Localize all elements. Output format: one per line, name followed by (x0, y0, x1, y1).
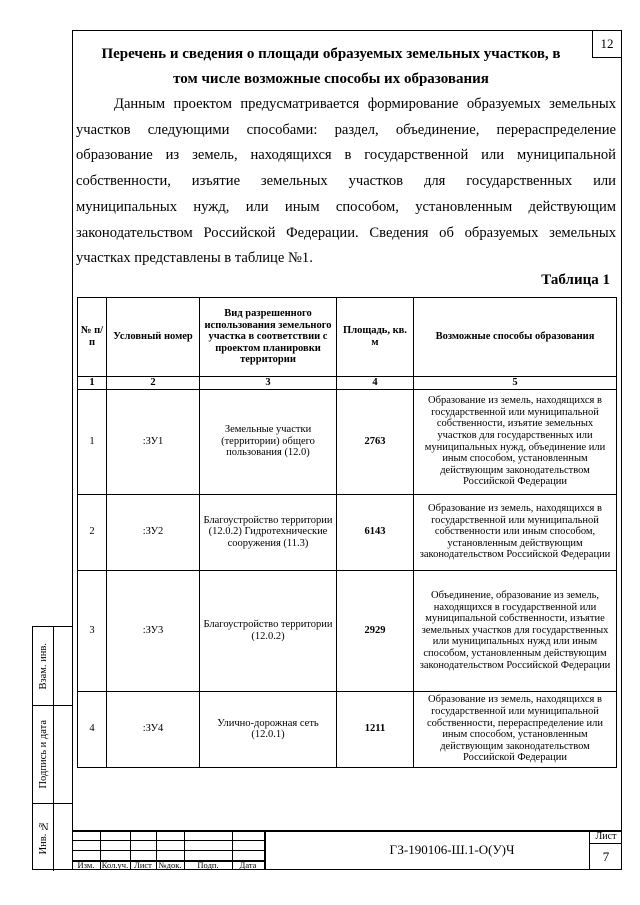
stamp-label-list: Лист (134, 860, 152, 870)
row-id: :ЗУ2 (107, 494, 200, 570)
col-number: 2 (107, 377, 200, 390)
column-numbers-row (78, 377, 617, 390)
title-line-1: Перечень и сведения о площади образуемых земельных участков, в (101, 46, 561, 62)
left-margin-stamp (32, 626, 72, 870)
row-usage: Улично-дорожная сеть (12.0.1) (200, 691, 337, 767)
row-num: 4 (78, 691, 107, 767)
stamp-label-izm: Изм. (77, 860, 95, 870)
parcels-table (77, 297, 617, 768)
page-top-number: 12 (592, 31, 621, 58)
table-row (78, 570, 617, 691)
stamp-label-podp: Подп. (197, 860, 219, 870)
row-id: :ЗУ3 (107, 570, 200, 691)
col-number: 4 (337, 377, 414, 390)
table-row (78, 494, 617, 570)
stamp-label-koluch: Кол.уч. (101, 860, 129, 870)
col-number: 5 (414, 377, 617, 390)
header-usage: Вид разрешенного использования земельного участка в соответствии с проектом планировки территории (200, 298, 337, 377)
row-area: 2929 (337, 570, 414, 691)
col-number: 1 (78, 377, 107, 390)
row-area: 6143 (337, 494, 414, 570)
table-caption: Таблица 1 (541, 272, 610, 288)
sheet-number: 7 (589, 844, 622, 870)
inventory-number-label: Инв. № (33, 803, 54, 871)
row-area: 1211 (337, 691, 414, 767)
signature-date-label: Подпись и дата (33, 705, 54, 803)
header-methods: Возможные способы образования (414, 298, 617, 377)
header-area: Площадь, кв. м (337, 298, 414, 377)
revision-grid (72, 830, 264, 870)
table-row (78, 389, 617, 494)
row-num: 1 (78, 389, 107, 494)
document-code: ГЗ-190106-Ш.1-О(У)Ч (389, 842, 515, 857)
stamp-label-ndok: №док. (158, 860, 182, 870)
row-methods: Объединение, образование из земель, находящихся в государственной или муниципальной собственности, изъятие земельных участков для государственных или муниципальных нужд или иным способом, установленным действующим законодательством Российской Федерации (414, 570, 617, 691)
intro-text: Данным проектом предусматривается формирование образуемых земельных участков следующими способами: раздел, объединение, перераспределение образование из земель, находящихся в государственной или муниципальной собственности, изъятие земельных участков для государственных или муниципальных нужд, или иным способом, установленным действующим законодательством Российской Федерации. Сведения об образуемых земельных участках представлены в таблице №1. (76, 96, 616, 267)
row-num: 3 (78, 570, 107, 691)
title-line-2: том числе возможные способы их образования (173, 71, 489, 87)
row-id: :ЗУ4 (107, 691, 200, 767)
vzam-inv-label: Взам. инв. (33, 627, 54, 705)
title-block (72, 830, 622, 870)
sheet-label: Лист (589, 830, 622, 844)
row-methods: Образование из земель, находящихся в государственной или муниципальной собственности, изъятие земельных участков для государственных или муниципальных нужд, объединение или иным способом, установленным действующим законодательством Российской Федерации (414, 389, 617, 494)
table-header-row (78, 298, 617, 377)
table-row (78, 691, 617, 767)
row-area: 2763 (337, 389, 414, 494)
row-usage: Благоустройство территории (12.0.2) Гидротехнические сооружения (11.3) (200, 494, 337, 570)
row-num: 2 (78, 494, 107, 570)
row-methods: Образование из земель, находящихся в государственной или муниципальной собственности, перераспределение или иным способом, установленным действующим законодательством Российской Федерации (414, 691, 617, 767)
row-methods: Образование из земель, находящихся в государственной или муниципальной собственности или иным способом, установленным действующим законодательством Российской Федерации (414, 494, 617, 570)
col-number: 3 (200, 377, 337, 390)
header-num: № п/п (78, 298, 107, 377)
row-usage: Земельные участки (территории) общего пользования (12.0) (200, 389, 337, 494)
row-id: :ЗУ1 (107, 389, 200, 494)
header-cadastral: Условный номер (107, 298, 200, 377)
row-usage: Благоустройство территории (12.0.2) (200, 570, 337, 691)
stamp-label-data: Дата (239, 860, 257, 870)
intro-paragraph (76, 92, 616, 272)
document-title (76, 42, 586, 92)
